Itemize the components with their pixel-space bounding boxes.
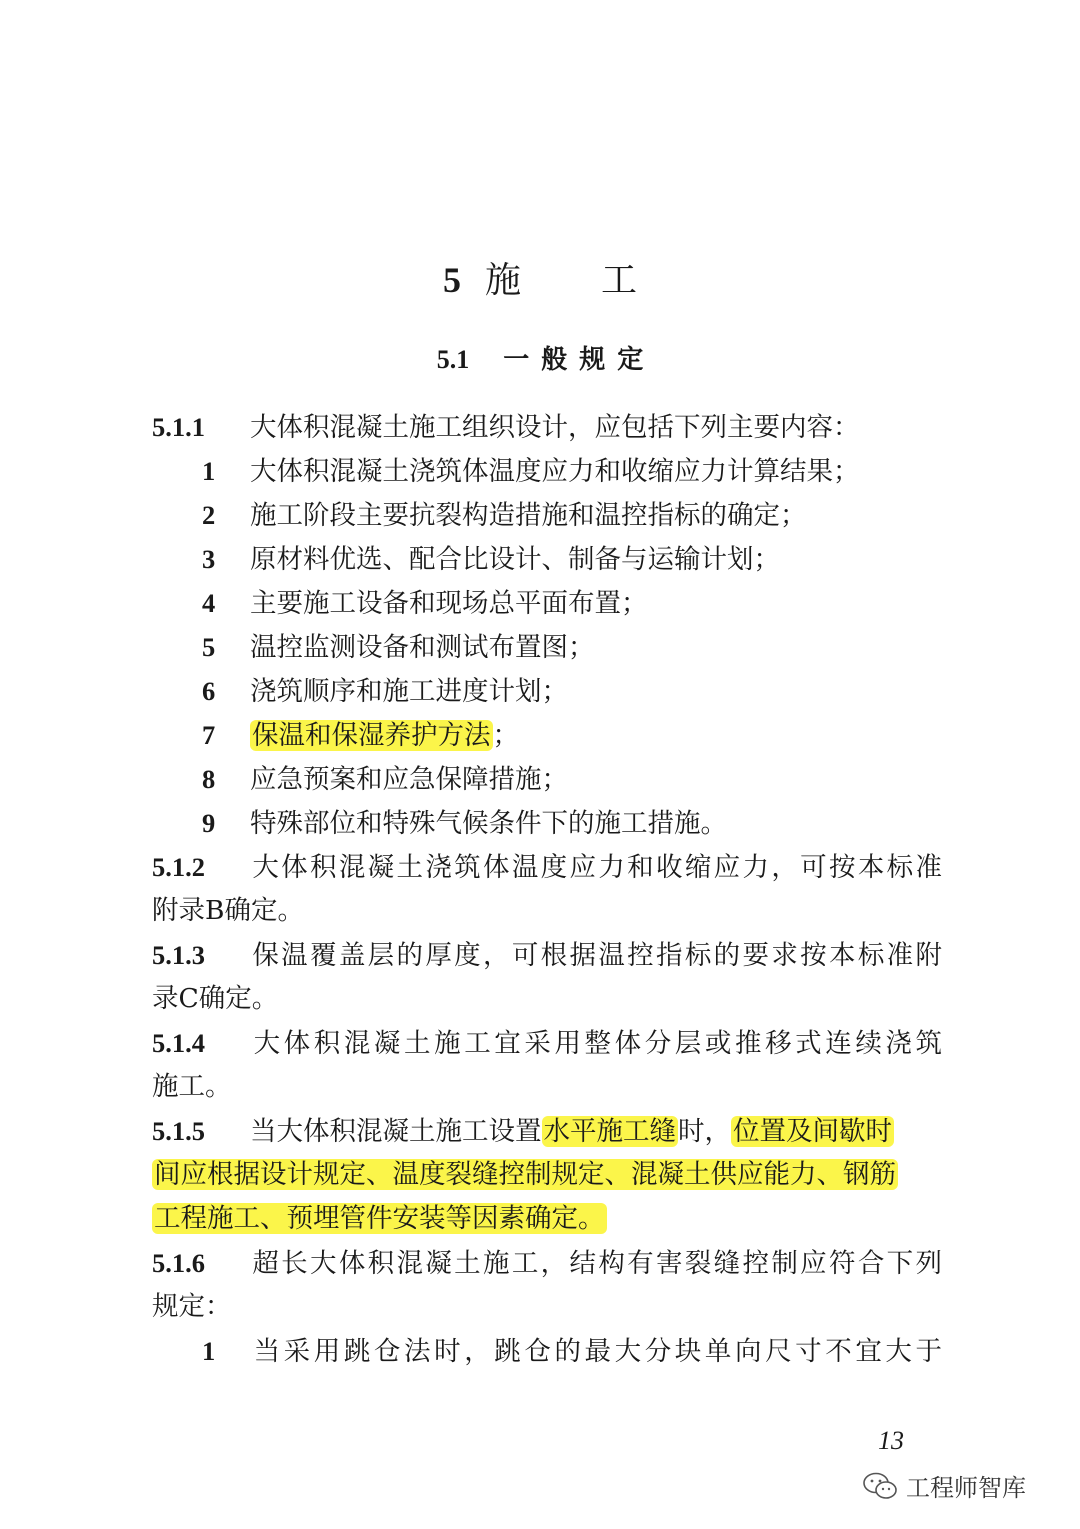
section-number: 5.1: [436, 345, 470, 374]
list-item: [152, 625, 942, 669]
clause-continuation: [152, 1285, 942, 1329]
clause-number: 5.1.2: [152, 852, 205, 882]
clause-text: 施工。: [152, 1071, 232, 1102]
clause-5-1-2: [152, 845, 942, 889]
list-item: [152, 537, 942, 581]
item-text: 特殊部位和特殊气候条件下的施工措施。: [250, 808, 727, 839]
item-text: 温控监测设备和测试布置图；: [250, 632, 595, 663]
item-text: 原材料优选、配合比设计、制备与运输计划；: [250, 544, 780, 575]
item-number: 9: [202, 808, 216, 838]
item-number: 1: [202, 1336, 216, 1366]
chapter-number: 5: [442, 260, 461, 300]
item-number: 4: [202, 588, 216, 618]
clause-text: 附录B确定。: [152, 895, 304, 926]
section-title: [0, 338, 1080, 382]
item-number: 6: [202, 676, 216, 706]
list-item: [152, 449, 942, 493]
clause-continuation: [152, 1065, 942, 1109]
item-text: ；: [492, 720, 519, 751]
item-text: 应急预案和应急保障措施；: [250, 764, 568, 795]
item-number: 8: [202, 764, 216, 794]
highlighted-text: 水平施工缝: [543, 1116, 676, 1147]
list-item: [152, 801, 942, 845]
list-item: [152, 581, 942, 625]
clause-number: 5.1.3: [152, 940, 205, 970]
wechat-icon: [862, 1472, 898, 1500]
item-number: 5: [202, 632, 216, 662]
list-item: [152, 669, 942, 713]
clause-5-1-6: [152, 1241, 942, 1285]
highlighted-text: 工程施工、预埋管件安装等因素确定。: [154, 1203, 605, 1234]
clause-number: 5.1.5: [152, 1116, 205, 1146]
highlighted-text: 间应根据设计规定、温度裂缝控制规定、混凝土供应能力、钢筋: [154, 1159, 896, 1190]
clause-text: 保温覆盖层的厚度，可根据温控指标的要求按本标准附: [250, 940, 942, 971]
item-number: 3: [202, 544, 216, 574]
clause-text: 当大体积混凝土施工设置: [250, 1116, 542, 1147]
clause-text: 大体积混凝土施工组织设计，应包括下列主要内容：: [250, 412, 860, 443]
clause-text: 大体积混凝土浇筑体温度应力和收缩应力，可按本标准: [250, 852, 942, 883]
list-item: [152, 1329, 942, 1373]
clause-continuation: [152, 977, 942, 1021]
clause-text: 时，: [678, 1116, 731, 1147]
clause-5-1-1: [152, 405, 942, 449]
section-name: 一般规定: [503, 345, 656, 375]
clause-5-1-3: [152, 933, 942, 977]
clause-text: 录C确定。: [152, 983, 279, 1014]
item-text: 主要施工设备和现场总平面布置；: [250, 588, 648, 619]
clause-5-1-4: [152, 1021, 942, 1065]
clause-number: 5.1.1: [152, 412, 205, 442]
page-number: 13: [878, 1426, 904, 1455]
list-item: [152, 713, 942, 757]
clause-number: 5.1.4: [152, 1028, 205, 1058]
list-item: [152, 493, 942, 537]
clause-5-1-5: [152, 1109, 942, 1153]
highlighted-text: 保温和保湿养护方法: [252, 720, 491, 751]
clause-number: 5.1.6: [152, 1248, 205, 1278]
item-number: 1: [202, 456, 216, 486]
body-text: [152, 405, 942, 1373]
item-number: 2: [202, 500, 216, 530]
clause-continuation: [152, 889, 942, 933]
list-item: [152, 757, 942, 801]
item-text: 当采用跳仓法时，跳仓的最大分块单向尺寸不宜大于: [250, 1336, 942, 1367]
clause-text: 超长大体积混凝土施工，结构有害裂缝控制应符合下列: [250, 1248, 942, 1279]
clause-continuation: [152, 1197, 942, 1241]
watermark: [862, 1468, 1026, 1503]
chapter-title: [0, 252, 1080, 309]
item-text: 施工阶段主要抗裂构造措施和温控指标的确定；: [250, 500, 807, 531]
clause-text: 大体积混凝土施工宜采用整体分层或推移式连续浇筑: [250, 1028, 942, 1059]
clause-text: 规定：: [152, 1291, 232, 1322]
item-text: 浇筑顺序和施工进度计划；: [250, 676, 568, 707]
item-text: 大体积混凝土浇筑体温度应力和收缩应力计算结果；: [250, 456, 860, 487]
chapter-name: 施工: [484, 260, 717, 301]
item-number: 7: [202, 720, 216, 750]
watermark-text: 工程师智库: [906, 1474, 1026, 1502]
clause-continuation: [152, 1153, 942, 1197]
highlighted-text: 位置及间歇时: [733, 1116, 892, 1147]
